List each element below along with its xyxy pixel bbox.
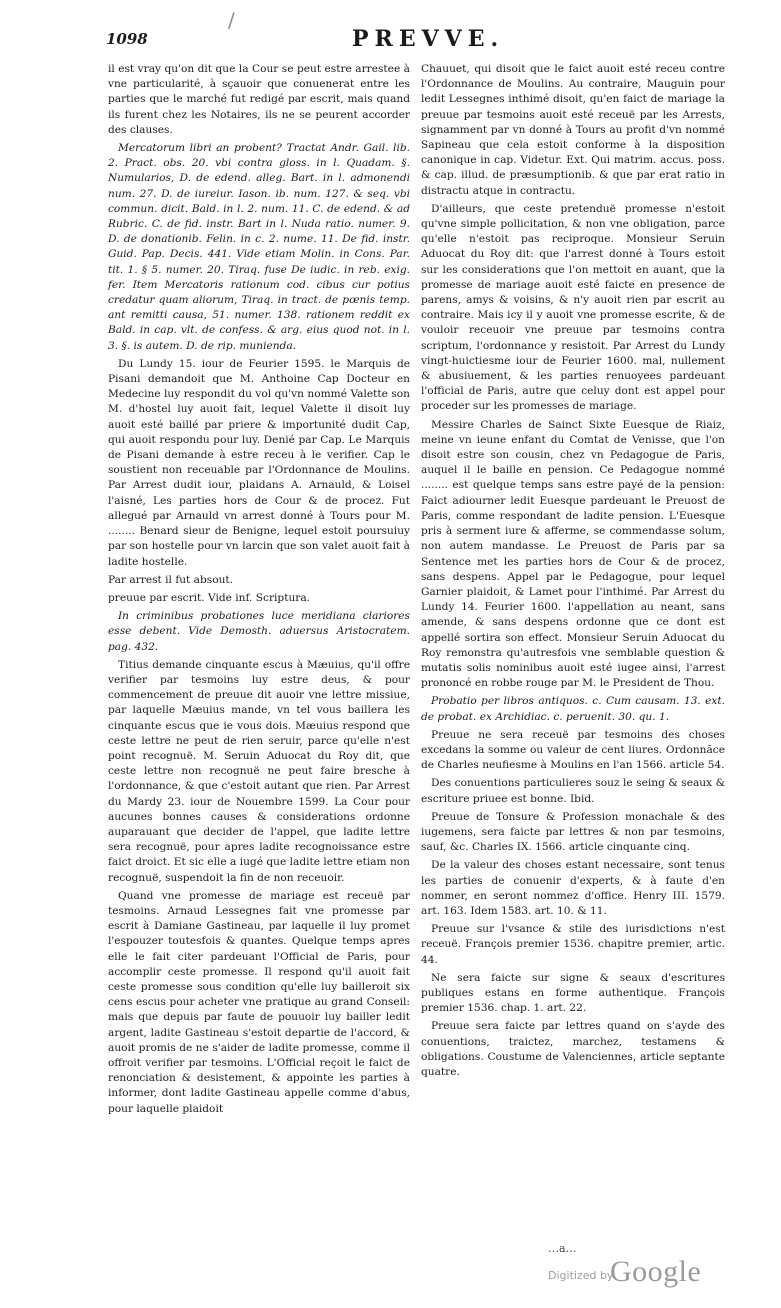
paragraph: Du Lundy 15. iour de Feurier 1595. le Marquis de Pisani demandoit que M. Anthoine Cap Docteur en Medecine luy respondit du vol qu'vn nommé Valette son M. d'hostel luy auoit fait, lequel Valette il disoit luy auoit esté baillé par priere & importunité dudit Cap, qui auoit respondu pour luy. Denié par Cap. Le Marquis de Pisani demande à estre receu à le verifier. Cap le soustient non receuable par l'Ordonnance de Moulins. Par Arrest dudit iour, plaidans A. Arnauld, & Loisel l'aisné, Les parties hors de Cour & de procez. Fut allegué par Arnauld vn arrest donné à Tours pour M. ........ Benard sieur de Benigne, lequel estoit poursuiuy par son hostelle pour vn larcin que son valet auoit fait à ladite hostelle. <box>108 357 410 568</box>
page-number: 1098 <box>106 30 148 48</box>
paragraph: Mercatorum libri an probent? Tractat Andr. Gail. lib. 2. Pract. obs. 20. vbi contra gloss. in l. Quadam. §. Numularios, D. de edend. alleg. Bart. in l. admonendi num. 27. D. de iureiur. Iason. ib. num. 127. & seq. vbi commun. dicit. Bald. in l. 2. num. 11. C. de edend. & ad Rubric. C. de fid. instr. Bart in l. Nuda ratio. numer. 9. D. de donationib. Felin. in c. 2. nume. 11. De fid. instr. Guid. Pap. Decis. 441. Vide etiam Molin. in Cons. Par. tit. 1. § 5. numer. 20. Tiraq. fuse De iudic. in reb. exig. fer. Item Mercatoris rationum cod. cibus cur potius credatur quam aliorum, Tiraq. in tract. de pœnis temp. ant remitti causa, 51. numer. 138. rationem reddit ex Bald. in cap. vlt. de confess. & arg. eius quod not. in l. 3. §. is autem. D. de rip. munienda. <box>108 142 410 352</box>
paragraph: il est vray qu'on dit que la Cour se peut estre arrestee à vne particularité, à sçauoir que conuenerat entre les parties que le marché fut redigé par escrit, mais quand ils furent chez les Notaires, ils ne se peurent accorder des clauses. <box>108 63 410 136</box>
paragraph: De la valeur des choses estant necessaire, sont tenus les parties de conuenir d'experts, & à faute d'en nommer, en seront nommez d'office. Henry III. 1579. art. 163. Idem 1583. art. 10. & 11. <box>421 859 725 917</box>
footer-signature-mark: …a… <box>548 1242 577 1255</box>
digitized-label: Digitized by <box>548 1269 614 1282</box>
paragraph: Probatio per libros antiquos. c. Cum causam. 13. ext. de probat. ex Archidiac. c. peruenit. 30. qu. 1. <box>421 695 725 723</box>
paragraph: Quand vne promesse de mariage est receuë par tesmoins. Arnaud Lessegnes fait vne promesse par escrit à Damiane Gastineau, par laquelle il luy promet l'espouzer toutesfois & quantes. Quelque temps apres elle le fait citer pardeuant l'Official de Paris, pour accomplir ceste promesse. Il respond qu'il auoit fait ceste promesse sous condition qu'elle luy bailleroit six cens escus pour acheter vne pratique au grand Conseil: mais que depuis par faute de pouuoir luy bailler ledit argent, ladite Gastineau s'estoit departie de l'accord, & auoit promis de ne s'aider de ladite promesse, comme il offroit verifier par tesmoins. L'Official reçoit le faict de renonciation & desistement, & appointe les parties à informer, dont ladite Gastineau appelle comme d'abus, pour laquelle plaidoit <box>108 889 410 1115</box>
page-top-mark: / <box>228 8 235 32</box>
left-column <box>108 62 410 1120</box>
paragraph: Des conuentions particulieres souz le seing & seaux & escriture priuee est bonne. Ibid. <box>421 777 725 805</box>
paragraph: Par arrest il fut absout. <box>108 573 234 586</box>
paragraph: Preuue sur l'vsance & stile des iurisdictions n'est receuë. François premier 1536. chapitre premier, artic. 44. <box>421 923 725 966</box>
paragraph: Preuue de Tonsure & Profession monachale & des iugemens, sera faicte par lettres & non par tesmoins, sauf, &c. Charles IX. 1566. article cinquante cinq. <box>421 810 725 854</box>
paragraph: D'ailleurs, que ceste pretenduë promesse n'estoit qu'vne simple pollicitation, & non vne obligation, parce qu'elle n'estoit pas reciproque. Monsieur Seruin Aduocat du Roy dit: que l'arrest donné à Tours estoit sur les considerations que l'on mettoit en auant, que la promesse de mariage auoit esté faicte en presence de parens, amys & voisins, & n'y auoit rien par escrit au contraire. Mais icy il y auoit vne promesse escrite, & de vouloir receuoir vne preuue par tesmoins contra scriptum, l'ordonnance y resistoit. Par Arrest du Lundy vingt-huictiesme iour de Feurier 1600. mal, nullement & abusiuement, & les parties renuoyees pardeuant l'official de Paris, autre que celuy dont est appel pour proceder sur les promesses de mariage. <box>421 202 725 413</box>
paragraph: Messire Charles de Sainct Sixte Euesque de Riaiz, meine vn ieune enfant du Comtat de Venisse, que l'on disoit estre son cousin, chez vn Pedagogue de Paris, auquel il le baille en pension. Ce Pedagogue nommé ........ est quelque temps sans estre payé de la pension: Faict adiourner ledit Euesque pardeuant le Preuost de Paris, comme respondant de ladite pension. L'Euesque pris à serment iure & afferme, se commendasse solum, non autem mandasse. Le Preuost de Paris par sa Sentence met les parties hors de Cour & de procez, sans despens. Appel par le Pedagogue, pour lequel Garnier plaidoit, & Lamet pour l'inthimé. Par Arrest du Lundy 14. Feurier 1600. l'appellation au neant, sans amende, & sans despens ordonne que ce dont est appellé sortira son effect. Monsieur Seruin Aduocat du Roy remonstra qu'autresfois vne semblable question & mutatis solis nominibus auoit esté iugee ainsi, l'arrest prononcé en robbe rouge par M. le President de Thou. <box>421 418 725 690</box>
running-head: PREVVE. <box>352 26 505 52</box>
paragraph: Titius demande cinquante escus à Mæuius, qu'il offre verifier par tesmoins luy estre deus, & pour commencement de preuue dit auoir vne lettre missiue, par laquelle Mæuius mande, vn tel vous baillera les cinquante escus que ie vous dois. Mæuius respond que ceste lettre ne peut de rien seruir, parce qu'elle n'est point recognuë. M. Seruin Aduocat du Roy dit, que ceste lettre non recognuë ne peut faire bresche à l'ordonnance, & que c'estoit autant que rien. Par Arrest du Mardy 23. iour de Nouembre 1599. La Cour pour aucunes bonnes causes & considerations ordonne auparauant que decider de l'appel, que ladite lettre sera recognuë, pour apres ladite recognoissance estre faict droict. Et sic elle a iugé que ladite lettre etiam non recognuë, suspendoit la fin de non receuoir. <box>108 658 410 884</box>
paragraph: Chauuet, qui disoit que le faict auoit esté receu contre l'Ordonnance de Moulins. Au contraire, Mauguin pour ledit Lessegnes inthimé disoit, qu'en faict de mariage la preuue par tesmoins auoit esté receuë par les Arrests, signamment par vn donné à Tours au profit d'vn nommé Sapineau que cela estoit conforme à la disposition canonique in cap. Videtur. Ext. Qui matrim. accus. poss. & cap. illud. de præsumptionib. & que par erat ratio in distractu atque in contractu. <box>421 63 725 197</box>
paragraph: Ne sera faicte sur signe & seaux d'escritures publiques estans en forme authentique. François premier 1536. chap. 1. art. 22. <box>421 971 725 1015</box>
paragraph: Preuue ne sera receuë par tesmoins des choses excedans la somme ou valeur de cent liures. Ordonnãce de Charles neufiesme à Moulins en l'an 1566. article 54. <box>421 728 725 772</box>
paragraph: In criminibus probationes luce meridiana clariores esse debent. Vide Demosth. aduersus Aristocratem. pag. 432. <box>108 610 410 653</box>
google-logo: Google <box>610 1255 702 1288</box>
paragraph: preuue par escrit. Vide inf. Scriptura. <box>108 591 311 604</box>
right-column <box>421 62 725 1083</box>
paragraph: Preuue sera faicte par lettres quand on s'ayde des conuentions, traictez, marchez, testamens & obligations. Coustume de Valenciennes, article septante quatre. <box>421 1020 725 1078</box>
digitized-by-google-watermark <box>548 1255 768 1295</box>
